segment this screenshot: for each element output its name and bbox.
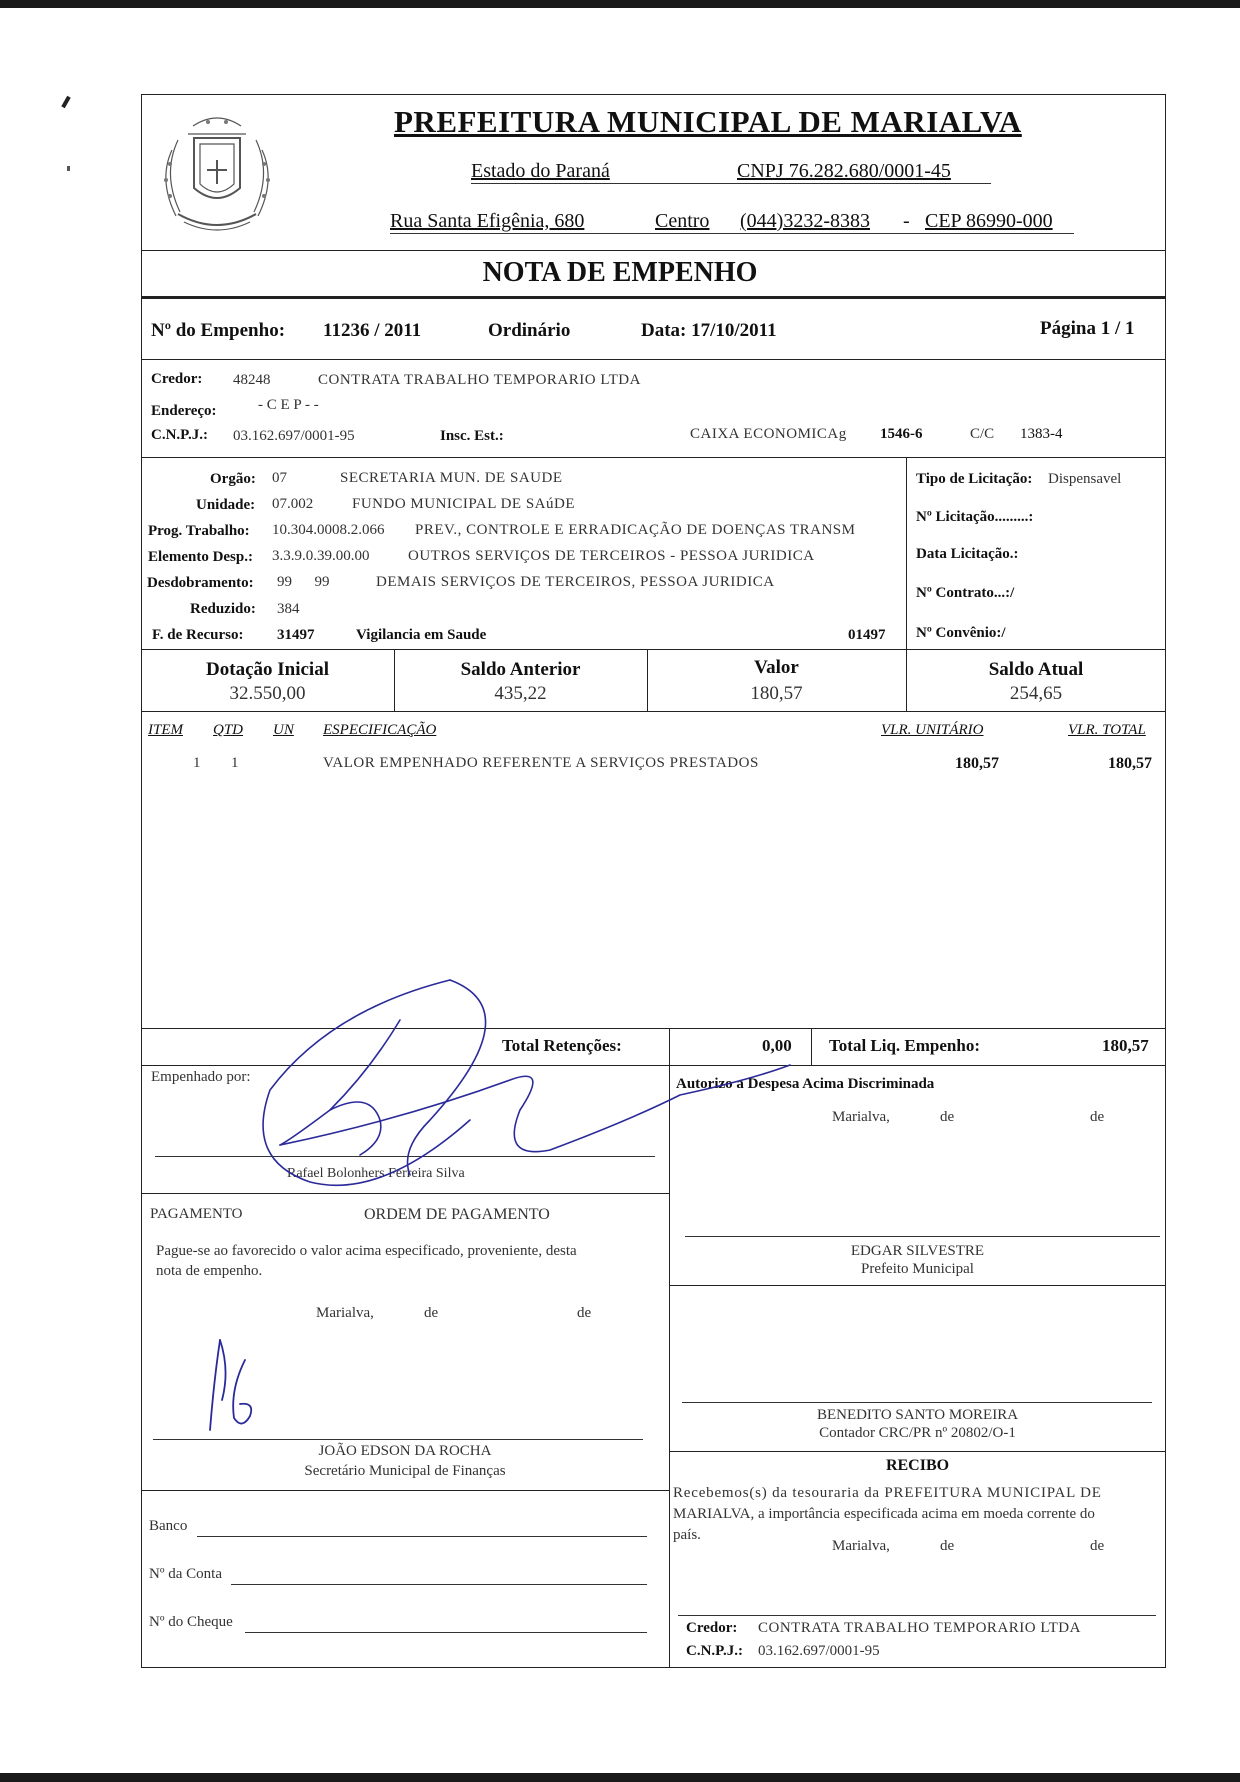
divider bbox=[141, 649, 1166, 650]
divider bbox=[141, 296, 1166, 299]
prog-label: Prog. Trabalho: bbox=[148, 523, 250, 539]
divider bbox=[141, 457, 1166, 458]
recibo-cnpj: 03.162.697/0001-95 bbox=[758, 1643, 880, 1659]
divider bbox=[141, 359, 1166, 360]
endereco-label: Endereço: bbox=[151, 403, 217, 419]
scan-top-border bbox=[0, 0, 1240, 8]
header-endereco: Rua Santa Efigênia, 680 bbox=[390, 210, 585, 232]
header-separator: - bbox=[903, 210, 910, 232]
pagamento-label: PAGAMENTO bbox=[150, 1206, 243, 1222]
secretario-cargo: Secretário Municipal de Finanças bbox=[304, 1463, 506, 1479]
pagamento-texto-2: nota de empenho. bbox=[156, 1263, 263, 1279]
credor-endereco: - C E P - - bbox=[258, 397, 319, 413]
cnpj-label: C.N.P.J.: bbox=[151, 427, 208, 443]
tipo-licitacao-valor: Dispensavel bbox=[1048, 471, 1122, 487]
reduzido-label: Reduzido: bbox=[190, 601, 256, 617]
handwritten-signature-empenhado bbox=[250, 970, 810, 1190]
cheque-line bbox=[245, 1632, 647, 1633]
cheque-label: Nº do Cheque bbox=[149, 1614, 233, 1630]
desdobramento-codigo: 99 99 bbox=[277, 574, 330, 590]
col-vlr-unitario: VLR. UNITÁRIO bbox=[881, 722, 984, 738]
divider bbox=[141, 711, 1166, 712]
credor-nome: CONTRATA TRABALHO TEMPORARIO LTDA bbox=[318, 372, 641, 388]
scan-bottom-border bbox=[0, 1773, 1240, 1782]
banco-line bbox=[197, 1536, 647, 1537]
banco-label: Banco bbox=[149, 1518, 188, 1534]
coat-of-arms-icon bbox=[148, 104, 286, 244]
divider bbox=[669, 1451, 1166, 1452]
empenho-tipo: Ordinário bbox=[488, 320, 571, 341]
dotacao-inicial-label: Dotação Inicial bbox=[206, 659, 329, 680]
elemento-codigo: 3.3.9.0.39.00.00 bbox=[272, 548, 370, 564]
recibo-credor-label: Credor: bbox=[686, 1620, 738, 1636]
desdobramento-label: Desdobramento: bbox=[147, 575, 254, 591]
recibo-texto-3: país. bbox=[673, 1527, 701, 1543]
saldo-anterior-label: Saldo Anterior bbox=[460, 659, 581, 680]
recibo-label: RECIBO bbox=[885, 1457, 950, 1474]
recibo-de1: de bbox=[940, 1538, 955, 1554]
pagamento-local: Marialva, bbox=[316, 1305, 374, 1321]
prefeito-nome: EDGAR SILVESTRE bbox=[850, 1243, 985, 1259]
contador-nome: BENEDITO SANTO MOREIRA bbox=[816, 1407, 1019, 1423]
saldo-anterior-valor: 435,22 bbox=[494, 683, 547, 704]
credor-agencia: 1546-6 bbox=[880, 426, 923, 442]
signature-line bbox=[682, 1402, 1152, 1403]
recurso-numero: 01497 bbox=[848, 627, 886, 643]
insc-label: Insc. Est.: bbox=[440, 428, 504, 444]
unidade-label: Unidade: bbox=[196, 497, 256, 513]
recibo-credor-nome: CONTRATA TRABALHO TEMPORARIO LTDA bbox=[758, 1620, 1081, 1636]
autorizo-label: Autorizo a Despesa Acima Discriminada bbox=[676, 1076, 935, 1092]
prog-codigo: 10.304.0008.2.066 bbox=[272, 522, 385, 538]
empenho-data: Data: 17/10/2011 bbox=[641, 320, 777, 341]
row-especificacao: VALOR EMPENHADO REFERENTE A SERVIÇOS PRESTADOS bbox=[323, 755, 759, 771]
row-item: 1 bbox=[193, 755, 201, 771]
col-especificacao: ESPECIFICAÇÃO bbox=[323, 722, 437, 738]
total-retencoes-valor: 0,00 bbox=[762, 1036, 792, 1055]
orgao-nome: SECRETARIA MUN. DE SAUDE bbox=[340, 470, 563, 486]
empenho-label: Nº do Empenho: bbox=[151, 320, 286, 341]
prefeito-cargo: Prefeito Municipal bbox=[861, 1261, 974, 1277]
tipo-licitacao-label: Tipo de Licitação: bbox=[916, 471, 1033, 487]
row-vlr-unitario: 180,57 bbox=[955, 755, 999, 772]
scan-mark bbox=[67, 166, 70, 171]
saldo-atual-valor: 254,65 bbox=[1009, 683, 1063, 704]
divider bbox=[141, 250, 1166, 251]
divider bbox=[141, 1490, 669, 1491]
total-liq-label: Total Liq. Empenho: bbox=[829, 1036, 980, 1055]
unidade-nome: FUNDO MUNICIPAL DE SAúDE bbox=[352, 496, 575, 512]
credor-label: Credor: bbox=[151, 371, 203, 387]
dotacao-inicial-valor: 32.550,00 bbox=[229, 683, 306, 704]
unidade-codigo: 07.002 bbox=[272, 496, 314, 512]
recurso-label: F. de Recurso: bbox=[152, 627, 244, 643]
saldo-atual-label: Saldo Atual bbox=[988, 659, 1084, 680]
pagamento-de2: de bbox=[577, 1305, 592, 1321]
autorizo-local: Marialva, bbox=[832, 1109, 890, 1125]
data-licitacao: Data Licitação.: bbox=[916, 546, 1019, 562]
credor-codigo: 48248 bbox=[233, 372, 271, 388]
header-cnpj: CNPJ 76.282.680/0001-45 bbox=[737, 160, 951, 182]
recibo-cnpj-label: C.N.P.J.: bbox=[686, 1643, 743, 1659]
recibo-de2: de bbox=[1090, 1538, 1105, 1554]
scan-mark bbox=[61, 96, 70, 108]
col-un: UN bbox=[273, 722, 294, 738]
conta-label: Nº da Conta bbox=[149, 1566, 222, 1582]
col-qtd: QTD bbox=[213, 722, 244, 738]
numero-convenio: Nº Convênio:/ bbox=[916, 625, 1006, 641]
row-vlr-total: 180,57 bbox=[1108, 755, 1152, 772]
autorizo-de2: de bbox=[1090, 1109, 1105, 1125]
pagamento-texto-1: Pague-se ao favorecido o valor acima especificado, proveniente, desta bbox=[156, 1243, 577, 1259]
secretario-nome: JOÃO EDSON DA ROCHA bbox=[318, 1443, 492, 1459]
empenhado-nome: Rafael Bolonhers Ferreira Silva bbox=[287, 1166, 465, 1181]
numero-contrato: Nº Contrato...:/ bbox=[916, 585, 1015, 601]
credor-conta: 1383-4 bbox=[1020, 426, 1063, 442]
recibo-texto-1: Recebemos(s) da tesouraria da PREFEITURA MUNICIPAL DE bbox=[673, 1485, 1102, 1501]
prog-nome: PREV., CONTROLE E ERRADICAÇÃO DE DOENÇAS TRANSM bbox=[415, 522, 856, 538]
empenho-pagina: Página 1 / 1 bbox=[1040, 318, 1135, 339]
reduzido-valor: 384 bbox=[277, 601, 300, 617]
contador-cargo: Contador CRC/PR nº 20802/O-1 bbox=[819, 1425, 1016, 1441]
divider bbox=[811, 1028, 812, 1065]
row-qtd: 1 bbox=[231, 755, 239, 771]
header-underline bbox=[471, 183, 991, 184]
cc-label: C/C bbox=[970, 426, 995, 442]
desdobramento-nome: DEMAIS SERVIÇOS DE TERCEIROS, PESSOA JURIDICA bbox=[376, 574, 775, 590]
empenho-numero: 11236 / 2011 bbox=[323, 320, 422, 341]
recurso-nome: Vigilancia em Saude bbox=[356, 627, 487, 643]
orgao-label: Orgão: bbox=[210, 471, 256, 487]
divider bbox=[906, 457, 907, 649]
divider bbox=[669, 1285, 1166, 1286]
recurso-codigo: 31497 bbox=[277, 627, 315, 643]
autorizo-de1: de bbox=[940, 1109, 955, 1125]
numero-licitacao: Nº Licitação.........: bbox=[916, 509, 1034, 525]
header-telefone: (044)3232-8383 bbox=[740, 210, 870, 232]
elemento-nome: OUTROS SERVIÇOS DE TERCEIROS - PESSOA JURIDICA bbox=[408, 548, 815, 564]
signature-line bbox=[678, 1615, 1156, 1616]
credor-banco: CAIXA ECONOMICAg bbox=[690, 426, 847, 442]
orgao-codigo: 07 bbox=[272, 470, 287, 486]
valor-valor: 180,57 bbox=[750, 683, 803, 704]
valor-label: Valor bbox=[754, 657, 799, 678]
document-title: NOTA DE EMPENHO bbox=[482, 257, 758, 288]
conta-line bbox=[231, 1584, 647, 1585]
total-retencoes-label: Total Retenções: bbox=[502, 1036, 622, 1055]
credor-cnpj: 03.162.697/0001-95 bbox=[233, 428, 355, 444]
header-underline bbox=[390, 233, 1074, 234]
recibo-local: Marialva, bbox=[832, 1538, 890, 1554]
handwritten-initials-pagamento bbox=[200, 1330, 270, 1440]
empenhado-label: Empenhado por: bbox=[151, 1069, 251, 1085]
col-vlr-total: VLR. TOTAL bbox=[1068, 722, 1146, 738]
header-bairro: Centro bbox=[655, 210, 710, 232]
col-item: ITEM bbox=[148, 722, 183, 738]
recibo-texto-2: MARIALVA, a importância especificada acima em moeda corrente do bbox=[673, 1506, 1095, 1522]
total-liq-valor: 180,57 bbox=[1102, 1036, 1149, 1055]
signature-line bbox=[685, 1236, 1160, 1237]
header-estado: Estado do Paraná bbox=[471, 160, 610, 182]
pagamento-de1: de bbox=[424, 1305, 439, 1321]
ordem-pagamento-label: ORDEM DE PAGAMENTO bbox=[364, 1206, 550, 1223]
header-cep: CEP 86990-000 bbox=[925, 210, 1053, 232]
elemento-label: Elemento Desp.: bbox=[148, 549, 253, 565]
header-title: PREFEITURA MUNICIPAL DE MARIALVA bbox=[394, 104, 1022, 139]
divider bbox=[141, 1193, 669, 1194]
